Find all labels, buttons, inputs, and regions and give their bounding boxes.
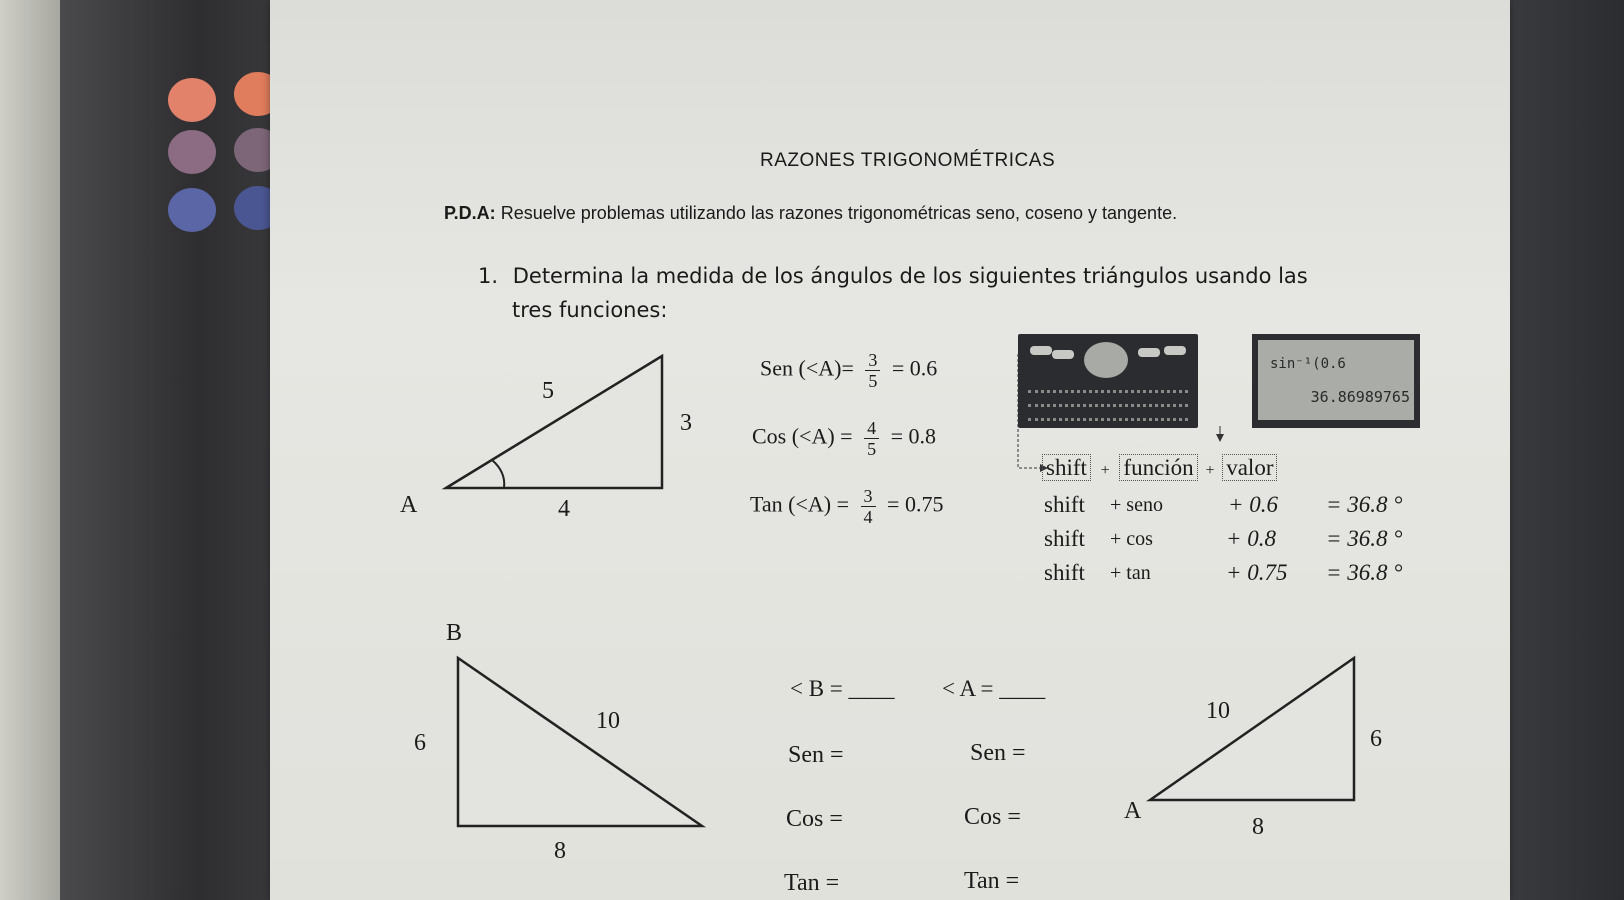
question-line-2: tres funciones: — [512, 298, 668, 322]
example-triangle — [380, 340, 700, 540]
tan-b-field: Tan = — [784, 870, 840, 896]
angle-a-field: < A = ____ — [942, 676, 1046, 701]
funcion-box: función — [1119, 454, 1197, 481]
triangle-a-vertex: A — [1124, 798, 1142, 824]
question-number: 1. — [478, 264, 499, 288]
left-arrow — [1018, 354, 1040, 468]
shift-box: shift — [1042, 454, 1091, 481]
triangle-b-left-label: 6 — [414, 730, 426, 756]
triangle-b — [440, 640, 720, 840]
step-row-tan: shift + tan + 0.75 = 36.8 ° — [1044, 560, 1403, 585]
decorative-dot — [168, 188, 216, 232]
ratio-cos — [752, 418, 936, 459]
triangle-b-hyp-label: 10 — [596, 708, 620, 734]
ratio-fraction: $\frac{3}{4}$ — [861, 486, 876, 527]
ratio-result: = 0.8 — [890, 423, 937, 449]
calculator-input: sin⁻¹(0.6 — [1270, 356, 1346, 372]
tan-a-field: Tan = — [964, 868, 1020, 894]
triangle-b-vertex: B — [446, 620, 463, 646]
triangle-a-bottom-label: 8 — [1252, 814, 1264, 840]
triangle-shape — [1150, 658, 1354, 800]
steps-header — [1042, 455, 1277, 481]
triangle-shape — [458, 658, 702, 826]
sen-a-field: Sen = — [970, 740, 1026, 766]
decorative-dot — [168, 130, 216, 174]
ratio-fraction: $\frac{3}{5}$ — [865, 350, 880, 391]
example-hyp-label: 5 — [542, 378, 554, 404]
triangle-a-right-label: 6 — [1370, 726, 1382, 752]
ratio-sen — [760, 350, 937, 391]
cos-b-field: Cos = — [786, 806, 843, 832]
ratio-fraction: $\frac{4}{5}$ — [864, 418, 879, 459]
calculator-output: 36.86989765 — [1310, 388, 1410, 406]
pda-line — [444, 203, 1177, 224]
valor-box: valor — [1222, 454, 1277, 481]
angle-b-field: < B = ____ — [790, 676, 895, 701]
ratio-result: = 0.75 — [887, 491, 944, 517]
step-row-cos: shift + cos + 0.8 = 36.8 ° — [1044, 526, 1403, 551]
triangle-b-bottom-label: 8 — [554, 838, 566, 864]
plus-sign: + — [1100, 462, 1110, 479]
arrow-head-icon — [1216, 434, 1224, 442]
worksheet-title: RAZONES TRIGONOMÉTRICAS — [760, 150, 1056, 171]
ratio-label: Tan (<A) = — [750, 491, 850, 517]
cos-a-field: Cos = — [964, 804, 1021, 830]
decorative-dot — [168, 78, 216, 122]
plus-sign: + — [1205, 462, 1215, 479]
pda-label: P.D.A: — [444, 203, 496, 223]
question-text: Determina la medida de los ángulos de los siguientes triángulos usando las — [512, 264, 1308, 288]
question-line-1 — [478, 264, 1308, 288]
calculator-display — [1258, 340, 1414, 420]
example-adj-label: 4 — [558, 496, 570, 522]
ratio-result: = 0.6 — [891, 355, 938, 381]
ratio-label: Cos (<A) = — [752, 423, 853, 449]
example-opp-label: 3 — [680, 410, 692, 436]
ratio-label: Sen (<A)= — [760, 355, 854, 381]
step-row-seno: shift + seno + 0.6 = 36.8 ° — [1044, 492, 1403, 517]
triangle-shape — [446, 356, 662, 488]
pda-text: Resuelve problemas utilizando las razones trigonométricas seno, coseno y tangente. — [500, 203, 1178, 223]
example-vertex-a: A — [400, 492, 418, 518]
calculator-screen-image — [1252, 334, 1420, 428]
sen-b-field: Sen = — [788, 742, 844, 768]
triangle-a-hyp-label: 10 — [1206, 698, 1230, 724]
ratio-tan — [750, 486, 943, 527]
triangle-a — [1140, 650, 1360, 810]
